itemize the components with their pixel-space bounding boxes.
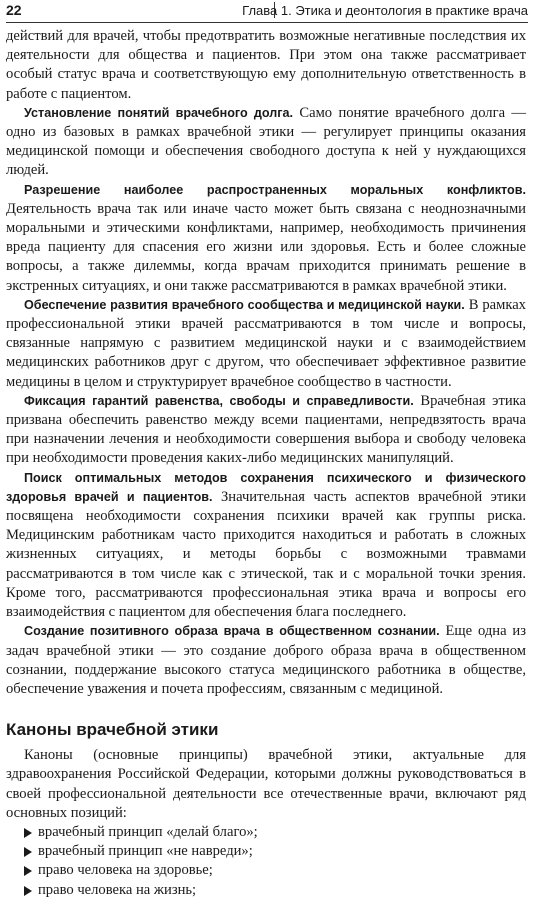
- task-term: Установление понятий врачебного долга.: [24, 105, 294, 120]
- triangle-bullet-icon: [24, 847, 32, 857]
- chapter-title: Глава 1. Этика и деонтология в практике врача: [242, 3, 528, 18]
- triangle-bullet-icon: [24, 828, 32, 838]
- list-item: [24, 842, 526, 861]
- intro-paragraph: действий для врачей, чтобы предотвратить возможные негативные последствия их деятельности для общества и пациентов. При этом она также рассматривает особый статус врача и соответствующую ему дополнительную ответственность в работе с пациентом.: [6, 28, 526, 102]
- task-term: Фиксация гарантий равенства, свободы и справедливости.: [24, 393, 414, 408]
- task-text: Деятельность врача так или иначе часто может быть связана с неоднозначными моральными и этическими конфликтами, например, необходимость причинения вреда пациенту для спасения его жизни или здоровья. Есть и более сложные вопросы, а также дилеммы, когда врачам приходится принимать решение в экстренных ситуациях, и они также рассматриваются в рамках врачебной этики.: [6, 200, 526, 294]
- task-paragraph-equality: [6, 392, 526, 469]
- task-paragraph-community: [6, 296, 526, 392]
- list-item-text: право человека на здоровье;: [38, 862, 213, 879]
- list-item: [24, 861, 526, 880]
- task-text: В рамках профессиональной этики врачей рассматриваются в том числе и вопросы, связанные напрямую с развитием медицинской науки и с взаимодействием медицинских работников друг с другом, что обеспечивает эффективное развитие медицины в целом и структурирует врачебное сообщество в частности.: [6, 296, 526, 390]
- triangle-bullet-icon: [24, 866, 32, 876]
- task-text: Врачебная этика призвана обеспечить равенство между всеми пациентами, непредвзятость врача при назначении лечения и необходимости совершения выбора и свободу человека при необходимости проведения каких-либо медицинских манипуляций.: [6, 392, 526, 467]
- task-term: Обеспечение развития врачебного сообщества и медицинской науки.: [24, 297, 465, 312]
- task-term: Создание позитивного образа врача в общественном сознании.: [24, 624, 440, 639]
- task-paragraph-health: [6, 469, 526, 623]
- task-text: Само понятие врачебного долга — одно из базовых в рамках врачебной этики — регулирует принципы оказания медицинской помощи и обеспечения свободного доступа к ней у нуждающихся людей.: [6, 104, 526, 179]
- list-item-text: врачебный принцип «делай благо»;: [38, 823, 258, 840]
- triangle-bullet-icon: [24, 886, 32, 896]
- task-term: Разрешение наиболее распространенных моральных конфликтов.: [24, 182, 526, 197]
- task-paragraph-duty: [6, 104, 526, 181]
- list-item: [24, 881, 526, 900]
- canons-intro-paragraph: Каноны (основные принципы) врачебной этики, актуальные для здравоохранения Российской Федерации, которыми должны руководствоваться в своей профессиональной деятельности все отечественные врачи, включают ряд основных позиций:: [6, 747, 526, 821]
- page-body: [6, 27, 526, 900]
- list-item-text: врачебный принцип «не навреди»;: [38, 843, 253, 860]
- task-text: Еще одна из задач врачебной этики — это создание доброго образа врача в общественном сознании, поддержание высокого статуса медицинского работника в обществе, обеспечение уважения и почета профессиям, связанным с медициной.: [6, 623, 526, 697]
- list-item-text: право человека на жизнь;: [38, 881, 197, 898]
- task-paragraph-image: [6, 622, 526, 699]
- task-term: Поиск оптимальных методов сохранения психического и физического здоровья врачей и пациентов.: [6, 470, 526, 504]
- section-heading-canons: Каноны врачебной этики: [6, 720, 219, 740]
- page-number: 22: [6, 2, 22, 18]
- task-text: Значительная часть аспектов врачебной этики посвящена необходимости сохранения психики врачей как группы риска. Медицинским работникам часто приходится находиться и работать в сложных жизненных ситуациях, и методы борьбы с возможными травмами рассматриваются в том числе как с этической, так и с моральной точки зрения. Кроме того, рассматриваются профессиональная этика врача и вопросы его взаимодействия с пациентом для обеспечения блага последнего.: [6, 488, 526, 621]
- canon-list: [6, 823, 526, 900]
- list-item: [24, 823, 526, 842]
- running-head: [6, 0, 528, 23]
- task-paragraph-conflicts: [6, 181, 526, 296]
